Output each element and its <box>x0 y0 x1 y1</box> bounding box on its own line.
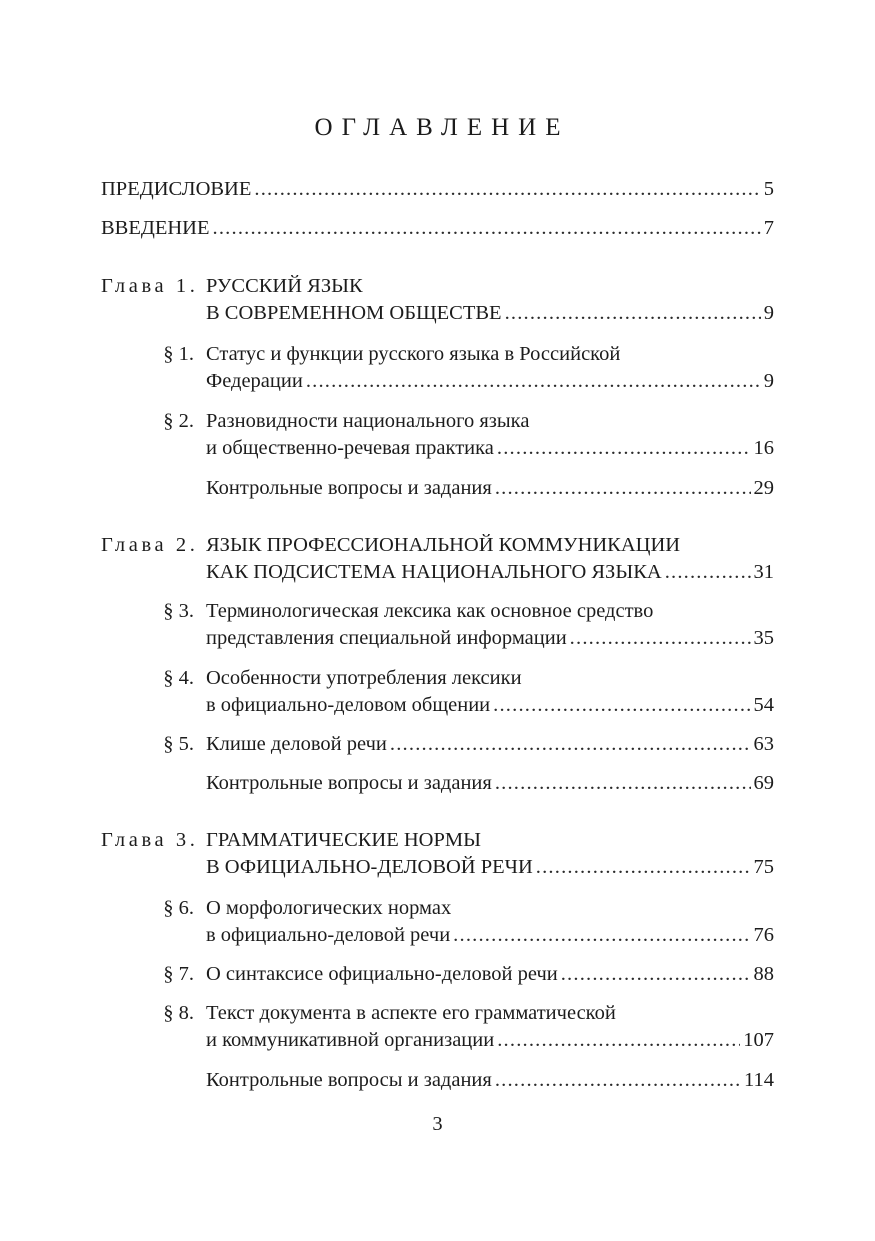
entry-title: ВВЕДЕНИЕ <box>101 217 210 239</box>
entry-page: 5 <box>763 178 774 200</box>
entry-page: 88 <box>753 963 774 985</box>
entry-page: 76 <box>753 924 774 946</box>
leader-dots <box>505 299 761 327</box>
entry-page: 69 <box>753 772 774 794</box>
leader-dots <box>665 558 751 586</box>
entry-title: ПРЕДИСЛОВИЕ <box>101 178 252 200</box>
entry-page: 9 <box>763 302 774 324</box>
entry-page: 114 <box>744 1069 774 1091</box>
entry-page: 75 <box>753 856 774 878</box>
section-title-line: О морфологических нормах <box>206 897 452 919</box>
section-title-line: Контрольные вопросы и задания <box>206 477 492 499</box>
section-title-line: Текст документа в аспекте его грамматической <box>206 1002 616 1024</box>
entry-page: 35 <box>753 627 774 649</box>
section-title-line: Статус и функции русского языка в Российской <box>206 343 621 365</box>
section-title-line: и коммуникативной организации <box>206 1029 495 1051</box>
leader-dots <box>213 214 761 242</box>
leader-dots <box>306 367 761 395</box>
leader-dots <box>497 434 751 462</box>
leader-dots <box>495 1066 741 1094</box>
entry-page: 16 <box>753 437 774 459</box>
section-label: § 2. <box>163 410 194 432</box>
section-label: § 1. <box>163 343 194 365</box>
chapter-title-line: РУССКИЙ ЯЗЫК <box>206 275 363 297</box>
chapter-title-line: ЯЗЫК ПРОФЕССИОНАЛЬНОЙ КОММУНИКАЦИИ <box>206 534 681 556</box>
section-title-line: Контрольные вопросы и задания <box>206 1069 492 1091</box>
section-title-line: Особенности употребления лексики <box>206 667 522 689</box>
leader-dots <box>497 1026 740 1054</box>
leader-dots <box>493 691 750 719</box>
entry-page: 29 <box>753 477 774 499</box>
leader-dots <box>536 853 751 881</box>
section-title-line: Терминологическая лексика как основное средство <box>206 600 654 622</box>
chapter-title-line: КАК ПОДСИСТЕМА НАЦИОНАЛЬНОГО ЯЗЫКА <box>206 561 662 583</box>
section-label: § 6. <box>163 897 194 919</box>
section-title-line: представления специальной информации <box>206 627 567 649</box>
page-title: ОГЛАВЛЕНИЕ <box>314 113 570 141</box>
entry-page: 31 <box>753 561 774 583</box>
section-label: § 5. <box>163 733 194 755</box>
entry-page: 9 <box>763 370 774 392</box>
section-title-line: Клише деловой речи <box>206 733 387 755</box>
leader-dots <box>495 474 751 502</box>
leader-dots <box>561 960 751 988</box>
chapter-title-line: ГРАММАТИЧЕСКИЕ НОРМЫ <box>206 829 481 851</box>
chapter-label: Глава 1. <box>101 275 199 297</box>
leader-dots <box>254 175 760 203</box>
section-title-line: Разновидности национального языка <box>206 410 530 432</box>
section-label: § 7. <box>163 963 194 985</box>
entry-page: 7 <box>763 217 774 239</box>
section-label: § 4. <box>163 667 194 689</box>
entry-page: 54 <box>753 694 774 716</box>
section-title-line: в официально-деловом общении <box>206 694 491 716</box>
chapter-label: Глава 2. <box>101 534 199 556</box>
chapter-title-line: В ОФИЦИАЛЬНО-ДЕЛОВОЙ РЕЧИ <box>206 856 533 878</box>
entry-page: 107 <box>743 1029 774 1051</box>
leader-dots <box>390 730 751 758</box>
leader-dots <box>495 769 751 797</box>
section-title-line: О синтаксисе официально-деловой речи <box>206 963 558 985</box>
section-title-line: Контрольные вопросы и задания <box>206 772 492 794</box>
leader-dots <box>570 624 751 652</box>
section-label: § 3. <box>163 600 194 622</box>
entry-page: 63 <box>753 733 774 755</box>
chapter-title-line: В СОВРЕМЕННОМ ОБЩЕСТВЕ <box>206 302 502 324</box>
leader-dots <box>453 921 750 949</box>
chapter-label: Глава 3. <box>101 829 199 851</box>
section-label: § 8. <box>163 1002 194 1024</box>
section-title-line: и общественно-речевая практика <box>206 437 494 459</box>
section-title-line: в официально-деловой речи <box>206 924 451 946</box>
section-title-line: Федерации <box>206 370 303 392</box>
page-number: 3 <box>432 1113 443 1135</box>
